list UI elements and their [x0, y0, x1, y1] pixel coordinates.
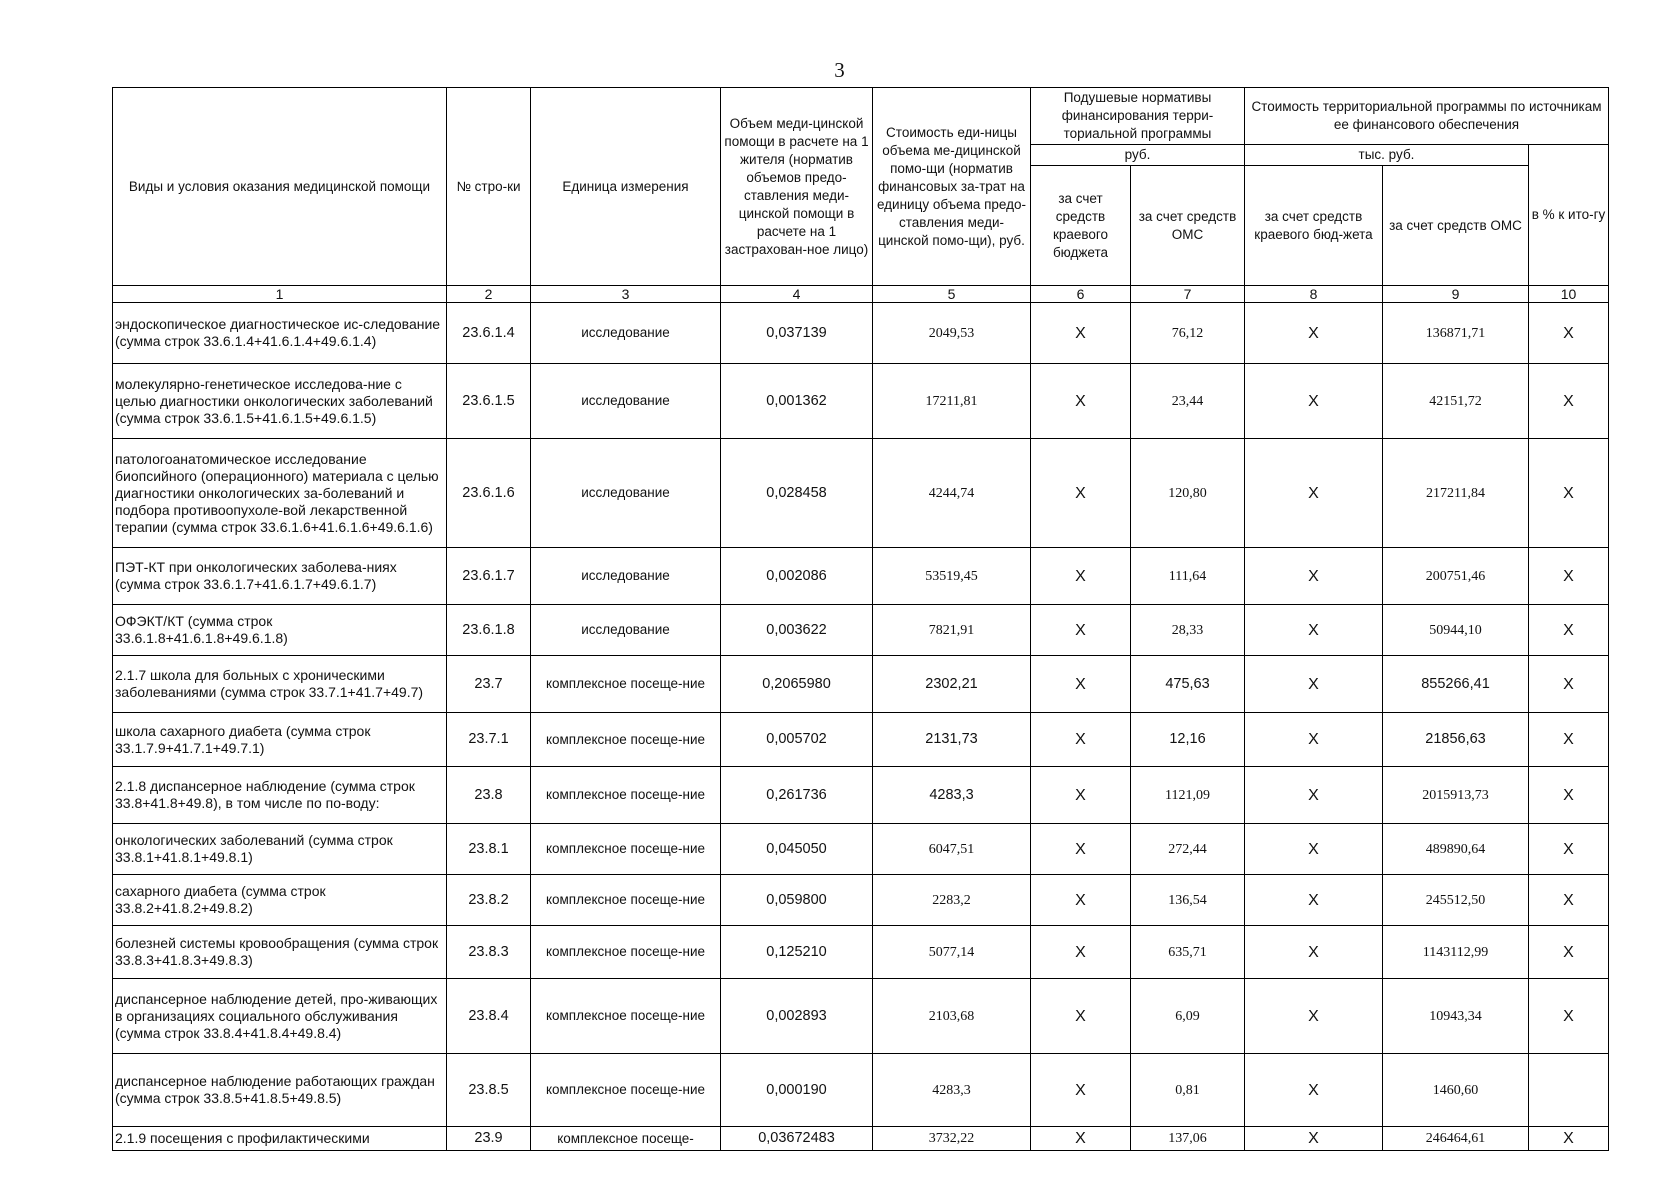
cell-regional-capita: X — [1031, 548, 1131, 605]
cell-regional-cost: X — [1245, 548, 1383, 605]
cell-regional-capita: X — [1031, 926, 1131, 979]
cell-regional-capita: X — [1031, 656, 1131, 713]
cell-regional-cost: X — [1245, 1127, 1383, 1151]
column-number: 7 — [1131, 286, 1245, 303]
cell-regional-cost: X — [1245, 926, 1383, 979]
column-numbers-row — [113, 286, 1609, 303]
cell-unit: исследование — [531, 364, 721, 439]
table-row — [113, 439, 1609, 548]
cell-volume: 0,002893 — [721, 979, 873, 1054]
cell-code: 23.6.1.6 — [447, 439, 531, 548]
cell-cost: 4283,3 — [873, 767, 1031, 824]
header-volume: Объем меди-цинской помощи в расчете на 1 жителя (норматив объемов предо-ставления меди-цинской помощи в расчете на 1 застрахован-ное лицо) — [721, 88, 873, 286]
cell-volume: 0,028458 — [721, 439, 873, 548]
cell-volume: 0,261736 — [721, 767, 873, 824]
cell-code: 23.8.4 — [447, 979, 531, 1054]
cell-regional-capita: X — [1031, 713, 1131, 767]
header-regional-budget-cost: за счет средств краевого бюд-жета — [1245, 166, 1383, 286]
cell-code: 23.6.1.8 — [447, 605, 531, 656]
cell-unit: комплексное посеще-ние — [531, 767, 721, 824]
table-row — [113, 824, 1609, 875]
cell-cost: 2103,68 — [873, 979, 1031, 1054]
cell-volume: 0,125210 — [721, 926, 873, 979]
column-number: 4 — [721, 286, 873, 303]
cell-volume: 0,002086 — [721, 548, 873, 605]
cell-percent: X — [1529, 767, 1609, 824]
cell-regional-cost: X — [1245, 713, 1383, 767]
cell-oms-capita: 28,33 — [1131, 605, 1245, 656]
cell-percent: X — [1529, 1127, 1609, 1151]
cell-oms-cost: 50944,10 — [1383, 605, 1529, 656]
cell-code: 23.6.1.5 — [447, 364, 531, 439]
cell-cost: 2283,2 — [873, 875, 1031, 926]
cell-name: онкологических заболеваний (сумма строк 33.8.1+41.8.1+49.8.1) — [113, 824, 447, 875]
cell-name: патологоанатомическое исследование биопсийного (операционного) материала с целью диагностики онкологических за-болеваний и подбора противоопухоле-вой лекарственной терапии (сумма строк 33.6.1.6+41.6.1.6+49.6.1.6) — [113, 439, 447, 548]
cell-regional-capita: X — [1031, 439, 1131, 548]
cell-percent: X — [1529, 656, 1609, 713]
cell-oms-cost: 1143112,99 — [1383, 926, 1529, 979]
cell-oms-capita: 137,06 — [1131, 1127, 1245, 1151]
header-rub-unit: руб. — [1031, 145, 1245, 166]
cell-unit: комплексное посеще-ние — [531, 926, 721, 979]
header-program-cost-group: Стоимость территориальной программы по источникам ее финансового обеспечения — [1245, 88, 1609, 145]
cell-regional-cost: X — [1245, 875, 1383, 926]
table-row — [113, 875, 1609, 926]
cell-oms-capita: 6,09 — [1131, 979, 1245, 1054]
cell-regional-capita: X — [1031, 767, 1131, 824]
cell-oms-capita: 111,64 — [1131, 548, 1245, 605]
cell-percent: X — [1529, 439, 1609, 548]
column-number: 8 — [1245, 286, 1383, 303]
cell-percent: X — [1529, 979, 1609, 1054]
cell-oms-cost: 245512,50 — [1383, 875, 1529, 926]
cell-code: 23.6.1.7 — [447, 548, 531, 605]
cell-regional-capita: X — [1031, 1054, 1131, 1127]
cell-regional-cost: X — [1245, 656, 1383, 713]
cell-unit: комплексное посеще-ние — [531, 1054, 721, 1127]
cell-oms-cost: 42151,72 — [1383, 364, 1529, 439]
cell-percent: X — [1529, 548, 1609, 605]
cell-oms-capita: 475,63 — [1131, 656, 1245, 713]
table-row — [113, 1127, 1609, 1151]
cell-volume: 0,045050 — [721, 824, 873, 875]
cell-code: 23.9 — [447, 1127, 531, 1151]
header-percent: в % к ито-гу — [1529, 145, 1609, 286]
cell-volume: 0,059800 — [721, 875, 873, 926]
cell-name: ОФЭКТ/КТ (сумма строк 33.6.1.8+41.6.1.8+49.6.1.8) — [113, 605, 447, 656]
cell-regional-cost: X — [1245, 824, 1383, 875]
cell-oms-cost: 2015913,73 — [1383, 767, 1529, 824]
cell-cost: 4283,3 — [873, 1054, 1031, 1127]
cell-oms-cost: 200751,46 — [1383, 548, 1529, 605]
table-row — [113, 1054, 1609, 1127]
cell-volume: 0,2065980 — [721, 656, 873, 713]
header-regional-budget-capita: за счет средств краевого бюджета — [1031, 166, 1131, 286]
cell-oms-cost: 217211,84 — [1383, 439, 1529, 548]
cell-cost: 4244,74 — [873, 439, 1031, 548]
column-number: 10 — [1529, 286, 1609, 303]
page-number: 3 — [834, 58, 845, 82]
cell-unit: исследование — [531, 439, 721, 548]
table-row — [113, 713, 1609, 767]
cell-code: 23.8.1 — [447, 824, 531, 875]
cell-code: 23.8.5 — [447, 1054, 531, 1127]
cell-name: 2.1.7 школа для больных с хроническими заболеваниями (сумма строк 33.7.1+41.7+49.7) — [113, 656, 447, 713]
cell-unit: комплексное посеще- — [531, 1127, 721, 1151]
cell-percent: X — [1529, 875, 1609, 926]
cell-percent: X — [1529, 605, 1609, 656]
cell-oms-capita: 120,80 — [1131, 439, 1245, 548]
column-number: 5 — [873, 286, 1031, 303]
cell-code: 23.7.1 — [447, 713, 531, 767]
header-row-number: № стро-ки — [447, 88, 531, 286]
header-unit: Единица измерения — [531, 88, 721, 286]
cell-code: 23.8.2 — [447, 875, 531, 926]
cell-unit: комплексное посеще-ние — [531, 824, 721, 875]
column-number: 9 — [1383, 286, 1529, 303]
header-per-capita-group: Подушевые нормативы финансирования терри-ториальной программы — [1031, 88, 1245, 145]
header-oms-cost: за счет средств ОМС — [1383, 166, 1529, 286]
cell-regional-cost: X — [1245, 364, 1383, 439]
cell-volume: 0,03672483 — [721, 1127, 873, 1151]
header-oms-capita: за счет средств ОМС — [1131, 166, 1245, 286]
cell-oms-cost: 489890,64 — [1383, 824, 1529, 875]
header-type-conditions: Виды и условия оказания медицинской помощи — [113, 88, 447, 286]
cell-percent: X — [1529, 926, 1609, 979]
table-row — [113, 767, 1609, 824]
cell-code: 23.6.1.4 — [447, 303, 531, 364]
cell-regional-cost: X — [1245, 1054, 1383, 1127]
cell-cost: 5077,14 — [873, 926, 1031, 979]
cell-percent: X — [1529, 303, 1609, 364]
cell-oms-cost: 136871,71 — [1383, 303, 1529, 364]
cell-regional-capita: X — [1031, 1127, 1131, 1151]
cell-regional-capita: X — [1031, 605, 1131, 656]
cell-percent: X — [1529, 713, 1609, 767]
cell-regional-cost: X — [1245, 767, 1383, 824]
cell-oms-capita: 635,71 — [1131, 926, 1245, 979]
cell-name: диспансерное наблюдение работающих граждан (сумма строк 33.8.5+41.8.5+49.8.5) — [113, 1054, 447, 1127]
cell-oms-cost: 855266,41 — [1383, 656, 1529, 713]
cell-name: 2.1.8 диспансерное наблюдение (сумма строк 33.8+41.8+49.8), в том числе по по-воду: — [113, 767, 447, 824]
cell-oms-capita: 12,16 — [1131, 713, 1245, 767]
cell-oms-capita: 136,54 — [1131, 875, 1245, 926]
cell-unit: комплексное посеще-ние — [531, 979, 721, 1054]
cell-name: молекулярно-генетическое исследова-ние с целью диагностики онкологических заболеваний (сумма строк 33.6.1.5+41.6.1.5+49.6.1.5) — [113, 364, 447, 439]
cell-oms-capita: 272,44 — [1131, 824, 1245, 875]
cell-unit: комплексное посеще-ние — [531, 656, 721, 713]
cell-oms-cost: 10943,34 — [1383, 979, 1529, 1054]
cell-regional-cost: X — [1245, 605, 1383, 656]
cell-regional-capita: X — [1031, 979, 1131, 1054]
cell-oms-capita: 76,12 — [1131, 303, 1245, 364]
cell-name: болезней системы кровообращения (сумма строк 33.8.3+41.8.3+49.8.3) — [113, 926, 447, 979]
cell-cost: 7821,91 — [873, 605, 1031, 656]
cell-code: 23.8.3 — [447, 926, 531, 979]
cell-name: 2.1.9 посещения с профилактическими — [113, 1127, 447, 1151]
cell-code: 23.7 — [447, 656, 531, 713]
cell-unit: исследование — [531, 605, 721, 656]
column-number: 6 — [1031, 286, 1131, 303]
cell-percent: X — [1529, 824, 1609, 875]
table-row — [113, 364, 1609, 439]
column-number: 3 — [531, 286, 721, 303]
header-thousand-rub-unit: тыс. руб. — [1245, 145, 1529, 166]
cell-oms-cost: 246464,61 — [1383, 1127, 1529, 1151]
cell-cost: 53519,45 — [873, 548, 1031, 605]
cell-regional-cost: X — [1245, 979, 1383, 1054]
cell-cost: 6047,51 — [873, 824, 1031, 875]
table-row — [113, 303, 1609, 364]
cell-regional-capita: X — [1031, 875, 1131, 926]
cell-unit: комплексное посеще-ние — [531, 875, 721, 926]
cell-unit: комплексное посеще-ние — [531, 713, 721, 767]
cell-name: ПЭТ-КТ при онкологических заболева-ниях (сумма строк 33.6.1.7+41.6.1.7+49.6.1.7) — [113, 548, 447, 605]
cell-cost: 2131,73 — [873, 713, 1031, 767]
cell-volume: 0,037139 — [721, 303, 873, 364]
cell-name: диспансерное наблюдение детей, про-живающих в организациях социального обслуживания (сумма строк 33.8.4+41.8.4+49.8.4) — [113, 979, 447, 1054]
cell-volume: 0,003622 — [721, 605, 873, 656]
cell-unit: исследование — [531, 303, 721, 364]
report-table — [112, 87, 1609, 1151]
column-number: 1 — [113, 286, 447, 303]
cell-name: школа сахарного диабета (сумма строк 33.1.7.9+41.7.1+49.7.1) — [113, 713, 447, 767]
cell-regional-cost: X — [1245, 303, 1383, 364]
cell-oms-capita: 0,81 — [1131, 1054, 1245, 1127]
cell-cost: 2049,53 — [873, 303, 1031, 364]
cell-name: сахарного диабета (сумма строк 33.8.2+41.8.2+49.8.2) — [113, 875, 447, 926]
cell-regional-cost: X — [1245, 439, 1383, 548]
cell-percent — [1529, 1054, 1609, 1127]
cell-unit: исследование — [531, 548, 721, 605]
cell-percent: X — [1529, 364, 1609, 439]
cell-regional-capita: X — [1031, 303, 1131, 364]
column-number: 2 — [447, 286, 531, 303]
cell-oms-cost: 1460,60 — [1383, 1054, 1529, 1127]
cell-oms-capita: 1121,09 — [1131, 767, 1245, 824]
cell-regional-capita: X — [1031, 824, 1131, 875]
cell-oms-cost: 21856,63 — [1383, 713, 1529, 767]
table-row — [113, 605, 1609, 656]
cell-name: эндоскопическое диагностическое ис-следование (сумма строк 33.6.1.4+41.6.1.4+49.6.1.4) — [113, 303, 447, 364]
table-row — [113, 979, 1609, 1054]
table-row — [113, 656, 1609, 713]
cell-cost: 2302,21 — [873, 656, 1031, 713]
cell-oms-capita: 23,44 — [1131, 364, 1245, 439]
header-unit-cost: Стоимость еди-ницы объема ме-дицинской помо-щи (норматив финансовых за-трат на единицу объема предо-ставления меди-цинской помо-щи), руб. — [873, 88, 1031, 286]
cell-code: 23.8 — [447, 767, 531, 824]
cell-volume: 0,005702 — [721, 713, 873, 767]
cell-volume: 0,000190 — [721, 1054, 873, 1127]
cell-cost: 3732,22 — [873, 1127, 1031, 1151]
cell-volume: 0,001362 — [721, 364, 873, 439]
cell-cost: 17211,81 — [873, 364, 1031, 439]
table-row — [113, 926, 1609, 979]
table-row — [113, 548, 1609, 605]
cell-regional-capita: X — [1031, 364, 1131, 439]
